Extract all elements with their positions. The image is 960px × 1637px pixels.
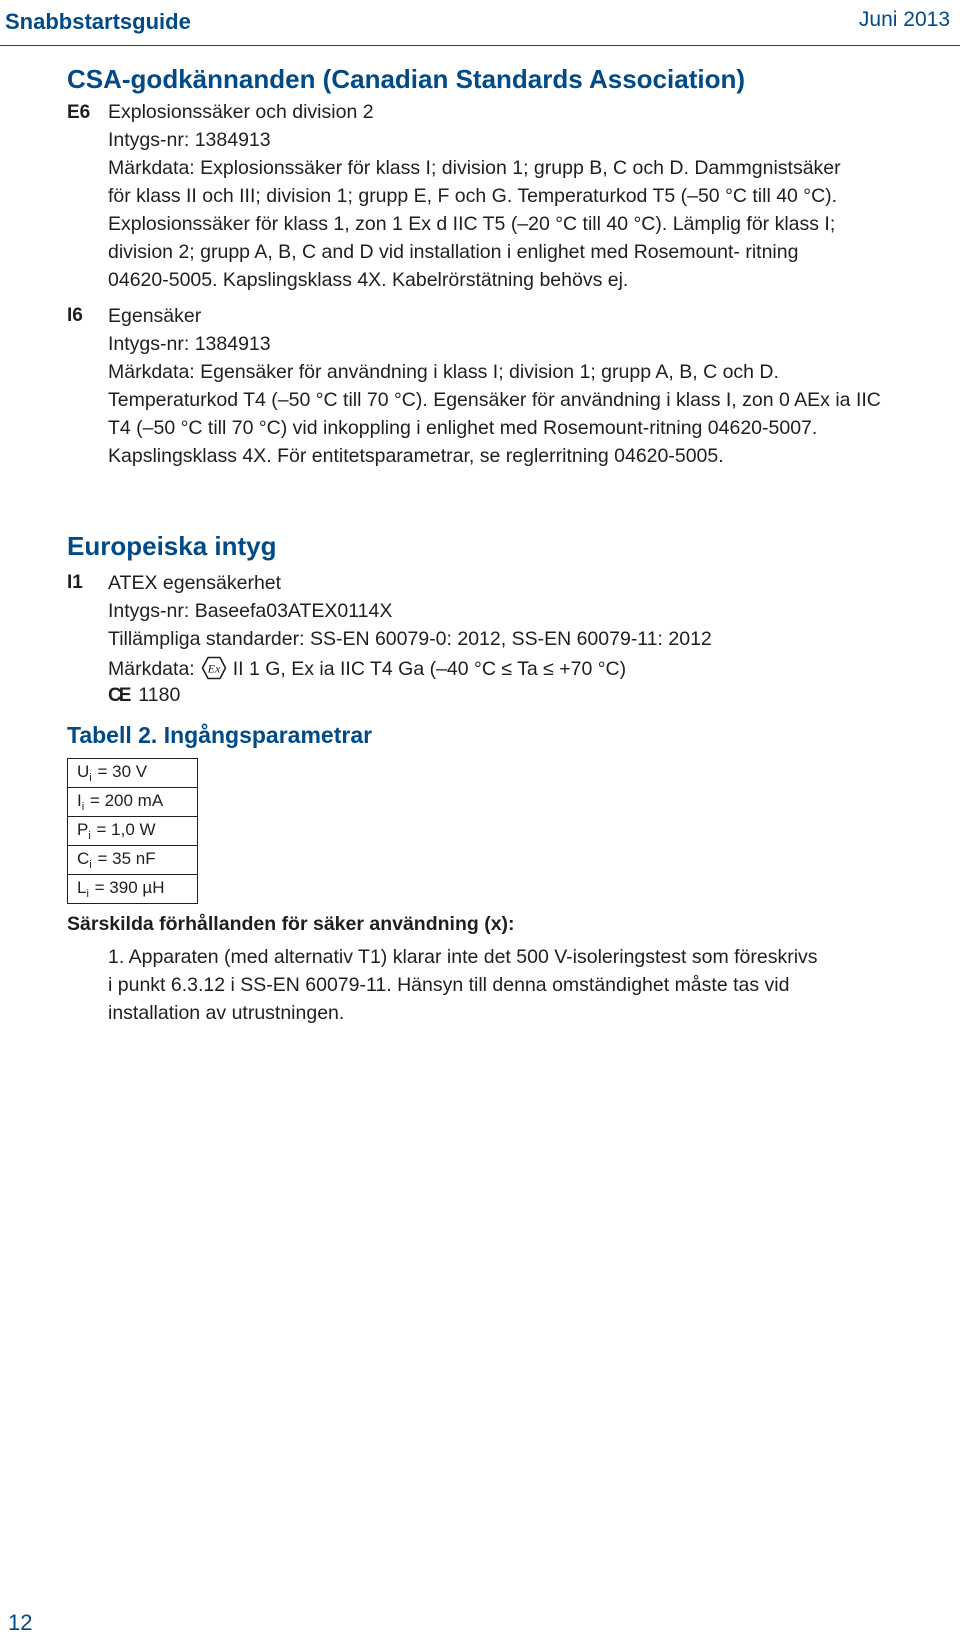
ce-mark-icon: CE [108,685,129,706]
e6-line: Märkdata: Explosionssäker för klass I; division 1; grupp B, C och D. Dammgnistsäker [108,157,841,179]
e6-line: Intygs-nr: 1384913 [108,129,271,151]
input-parameters-table [67,758,198,904]
table-cell: $P_i = 1,0$ W [68,817,198,846]
ex-symbol-text: Ex [207,661,221,676]
special-conditions-title: Särskilda förhållanden för säker användning (x): [67,913,515,935]
ex-hexagon-icon [201,656,227,686]
i6-line: Temperaturkod T4 (–50 °C till 70 °C). Egensäker för användning i klass I, zon 0 AEx ia IIC [108,389,881,411]
i1-line: Intygs-nr: Baseefa03ATEX0114X [108,600,393,622]
table-title: Tabell 2. Ingångsparametrar [67,722,373,748]
e6-line: Explosionssäker och division 2 [108,101,374,123]
table-row [68,759,198,788]
marking-value: II 1 G, Ex ia IIC T4 Ga (–40 °C ≤ Ta ≤ +70 °C) [232,658,627,680]
i1-marking-line [108,656,626,686]
table-row [68,788,198,817]
ce-line [108,684,180,707]
table-row [68,817,198,846]
europe-heading: Europeiska intyg [67,531,277,561]
document-date: Juni 2013 [858,8,950,31]
document-title: Snabbstartsguide [5,9,191,34]
special-line: installation av utrustningen. [108,1002,345,1024]
i6-line: Egensäker [108,305,202,327]
notified-body-number: 1180 [138,684,181,706]
i6-line: Intygs-nr: 1384913 [108,333,271,355]
header-divider [0,45,960,46]
e6-line: division 2; grupp A, B, C and D vid installation i enlighet med Rosemount- ritning [108,241,799,263]
special-line: i punkt 6.3.12 i SS-EN 60079-11. Hänsyn till denna omständighet måste tas vid [108,974,790,996]
table-cell: $L_i = 390$ µH [68,875,198,904]
table-cell: $U_i = 30$ V [68,759,198,788]
code-e6: E6 [67,102,91,123]
page-number: 12 [8,1610,33,1635]
code-i1: I1 [67,572,83,593]
table-cell: $C_i = 35$ nF [68,846,198,875]
e6-line: för klass II och III; division 1; grupp E, F och G. Temperaturkod T5 (–50 °C till 40 °C). [108,185,838,207]
code-i6: I6 [67,305,83,326]
marking-label: Märkdata: [108,658,195,680]
i6-line: Kapslingsklass 4X. För entitetsparametrar, se reglerritning 04620-5005. [108,445,724,467]
i6-line: T4 (–50 °C till 70 °C) vid inkoppling i enlighet med Rosemount-ritning 04620-5007. [108,417,818,439]
table-row [68,846,198,875]
table-row [68,875,198,904]
csa-heading: CSA-godkännanden (Canadian Standards Association) [67,64,746,94]
i1-line: ATEX egensäkerhet [108,572,282,594]
i6-line: Märkdata: Egensäker för användning i klass I; division 1; grupp A, B, C och D. [108,361,779,383]
e6-line: Explosionssäker för klass 1, zon 1 Ex d IIC T5 (–20 °C till 40 °C). Lämplig för klass I; [108,213,836,235]
table-cell: $I_i = 200$ mA [68,788,198,817]
special-line: 1. Apparaten (med alternativ T1) klarar inte det 500 V-isoleringstest som föreskrivs [108,946,818,968]
e6-line: 04620-5005. Kapslingsklass 4X. Kabelrörstätning behövs ej. [108,269,629,291]
i1-line: Tillämpliga standarder: SS-EN 60079-0: 2012, SS-EN 60079-11: 2012 [108,628,712,650]
